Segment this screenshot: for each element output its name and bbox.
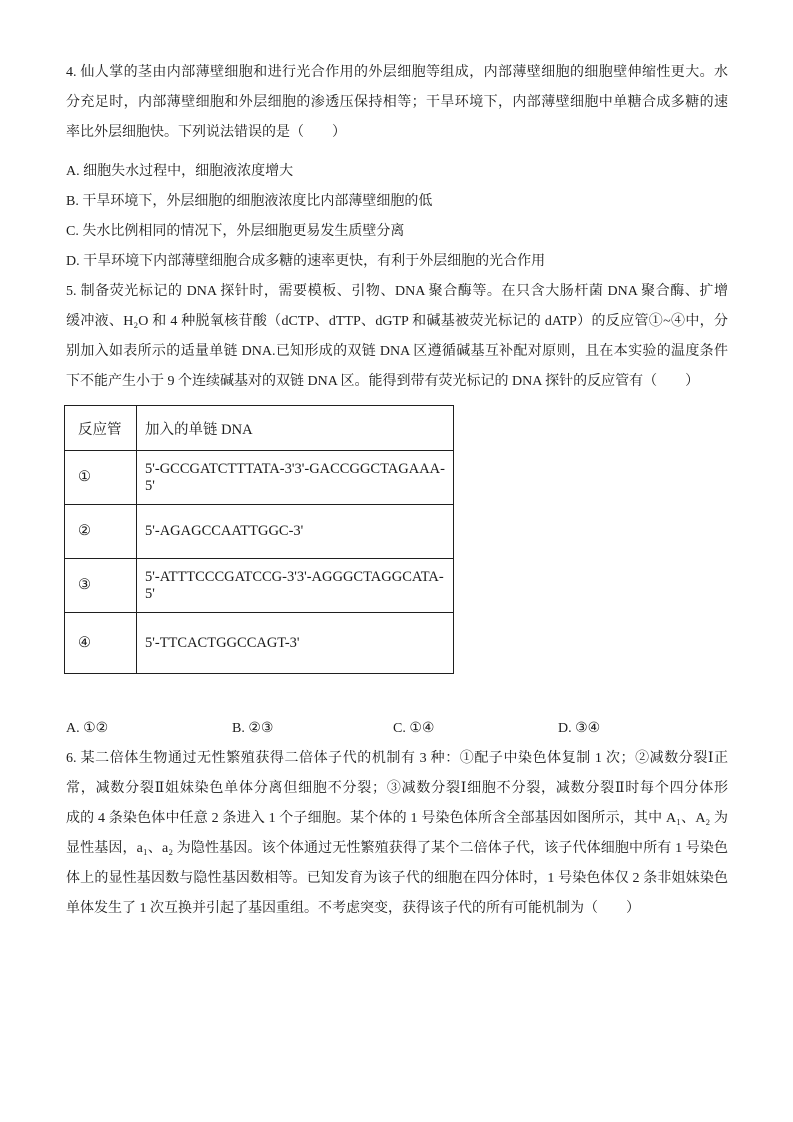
question-5-line: 缓冲液、H₂O 和 4 种脱氧核苷酸（dCTP、dTTP、dGTP 和碱基被荧光标记的 dATP）的反应管①~④中，分 (66, 314, 728, 329)
dna-table-header-tube: 反应管 (65, 406, 137, 451)
question-6-line: 单体发生了 1 次互换并引起了基因重组。不考虑突变，获得该子代的所有可能机制为（ ） (66, 901, 640, 916)
question-4-line: 4. 仙人掌的茎由内部薄壁细胞和进行光合作用的外层细胞等组成，内部薄壁细胞的细胞壁伸缩性更大。水 (66, 65, 728, 80)
question-5 (66, 277, 728, 744)
question-4-option-a: A. 细胞失水过程中，细胞液浓度增大 (66, 164, 294, 179)
question-6-line: 常，减数分裂Ⅱ姐妹染色单体分离但细胞不分裂；③减数分裂Ⅰ细胞不分裂，减数分裂Ⅱ时每个四分体形 (66, 781, 728, 796)
table-row (65, 505, 454, 559)
question-5-options (66, 714, 728, 744)
tube-number: ② (65, 505, 137, 559)
question-4-options (66, 157, 728, 277)
tube-number: ③ (65, 559, 137, 613)
question-6-line: 体上的显性基因数与隐性基因数相等。已知发育为该子代的细胞在四分体时，1 号染色体仅 2 条非姐妹染色 (66, 871, 728, 886)
dna-sequence: 5'-GCCGATCTTTATA-3'3'-GACCGGCTAGAAA-5' (137, 451, 454, 505)
table-row (65, 559, 454, 613)
dna-table-header-row (65, 406, 454, 451)
question-5-option-a: A. ①② (66, 721, 109, 736)
question-4-option-d: D. 干旱环境下内部薄壁细胞合成多糖的速率更快，有利于外层细胞的光合作用 (66, 254, 546, 269)
question-5-line: 5. 制备荧光标记的 DNA 探针时，需要模板、引物、DNA 聚合酶等。在只含大肠杆菌 DNA 聚合酶、扩增 (66, 284, 728, 299)
question-4-line: 率比外层细胞快。下列说法错误的是（ ） (66, 125, 346, 140)
exam-content (66, 58, 728, 924)
table-row (65, 451, 454, 505)
question-5-option-b: B. ②③ (232, 721, 274, 736)
dna-table (64, 405, 454, 674)
tube-number: ④ (65, 613, 137, 674)
question-4-line: 分充足时，内部薄壁细胞和外层细胞的渗透压保持相等；干旱环境下，内部薄壁细胞中单糖合成多糖的速 (66, 95, 728, 110)
dna-sequence: 5'-AGAGCCAATTGGC-3' (137, 505, 454, 559)
question-4 (66, 58, 728, 277)
question-5-line: 下不能产生小于 9 个连续碱基对的双链 DNA 区。能得到带有荧光标记的 DNA 探针的反应管有（ ） (66, 374, 700, 389)
question-6-line: 成的 4 条染色体中任意 2 条进入 1 个子细胞。某个体的 1 号染色体所含全部基因如图所示，其中 A₁、A₂ 为 (66, 811, 728, 826)
question-4-option-c: C. 失水比例相同的情况下，外层细胞更易发生质壁分离 (66, 224, 405, 239)
table-row (65, 613, 454, 674)
question-6-line: 6. 某二倍体生物通过无性繁殖获得二倍体子代的机制有 3 种：①配子中染色体复制 1 次；②减数分裂Ⅰ正 (66, 751, 728, 766)
question-6 (66, 744, 728, 924)
question-5-option-c: C. ①④ (393, 721, 435, 736)
question-6-line: 显性基因，a₁、a₂ 为隐性基因。该个体通过无性繁殖获得了某个二倍体子代，该子代体细胞中所有 1 号染色 (66, 841, 728, 856)
dna-sequence: 5'-TTCACTGGCCAGT-3' (137, 613, 454, 674)
dna-table-header-dna: 加入的单链 DNA (137, 406, 454, 451)
question-5-line: 别加入如表所示的适量单链 DNA.已知形成的双链 DNA 区遵循碱基互补配对原则，且在本实验的温度条件 (66, 344, 728, 359)
tube-number: ① (65, 451, 137, 505)
question-5-option-d: D. ③④ (558, 721, 601, 736)
question-4-option-b: B. 干旱环境下，外层细胞的细胞液浓度比内部薄壁细胞的低 (66, 194, 433, 209)
dna-sequence: 5'-ATTTCCCGATCCG-3'3'-AGGGCTAGGCATA-5' (137, 559, 454, 613)
